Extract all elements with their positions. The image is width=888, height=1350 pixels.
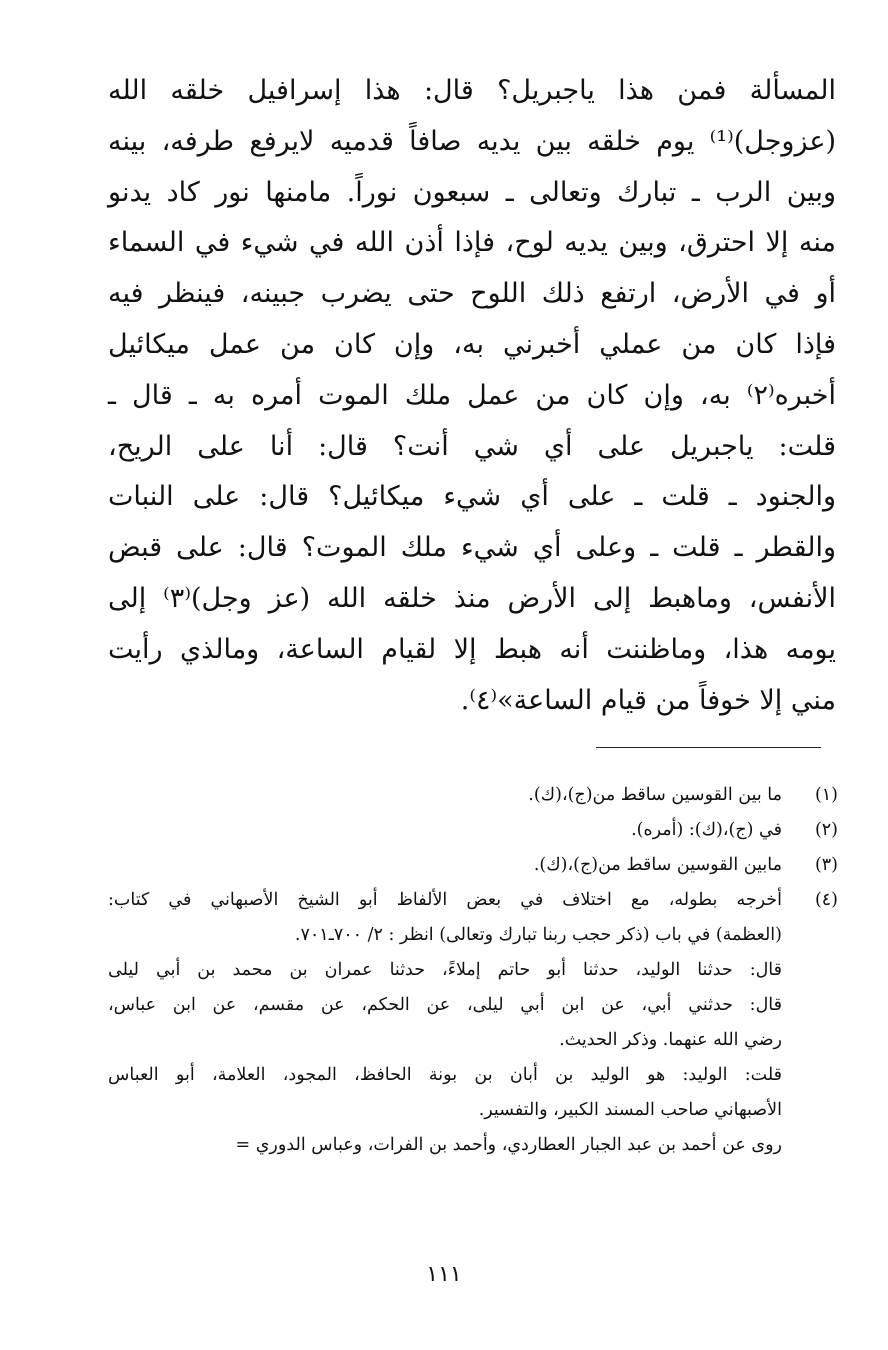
- footnote-separator-rule: [596, 747, 821, 748]
- footnote-number: (٤): [814, 890, 838, 910]
- main-text-line: أو في الأرض، ارتفع ذلك اللوح حتى يضرب جبينه، فينظر فيه: [108, 278, 836, 310]
- main-text-line: أخبره⁽٢⁾ به، وإن كان من عمل ملك الموت أمره به ـ قال ـ: [108, 379, 836, 411]
- footnote-number: (٢): [814, 820, 838, 840]
- footnote-line: ما بين القوسين ساقط من(ج)،(ك).: [528, 785, 782, 805]
- footnote-line: قلت: الوليد: هو الوليد بن أبان بن بونة الحافظ، المجود، العلامة، أبو العباس: [108, 1065, 782, 1085]
- footnote-line: أخرجه بطوله، مع اختلاف في بعض الألفاظ أبو الشيخ الأصبهاني في كتاب:: [108, 890, 782, 910]
- main-text-line: وبين الرب ـ تبارك وتعالى ـ سبعون نوراً. مامنها نور كاد يدنو: [108, 176, 836, 208]
- footnote: [108, 813, 838, 848]
- main-text-line: يومه هذا، وماظننت أنه هبط إلا لقيام الساعة، ومالذي رأيت: [108, 633, 836, 665]
- main-text-block: [108, 66, 836, 726]
- main-text-line: فإذا كان من عملي أخبرني به، وإن كان من عمل ميكائيل: [108, 328, 836, 360]
- main-text-line: قلت: ياجبريل على أي شي أنت؟ قال: أنا على الريح،: [108, 430, 836, 462]
- footnote-line: رضي الله عنهما. وذكر الحديث.: [559, 1030, 782, 1050]
- footnote-line: مابين القوسين ساقط من(ج)،(ك).: [533, 855, 782, 875]
- footnote: [108, 778, 838, 813]
- footnote-number: (٣): [814, 855, 838, 875]
- main-text-line: المسألة فمن هذا ياجبريل؟ قال: هذا إسرافيل خلقه الله: [108, 75, 836, 106]
- footnote: [108, 883, 838, 1163]
- footnote-line: (العظمة) في باب (ذكر حجب ربنا تبارك وتعالى) انظر : ٢/ ٧٠٠ـ٧٠١.: [294, 925, 782, 945]
- footnote-line: الأصبهاني صاحب المسند الكبير، والتفسير.: [478, 1100, 782, 1120]
- main-text-line: منه إلا احترق، وبين يديه لوح، فإذا أذن الله في شيء في السماء: [108, 227, 836, 259]
- footnote-line: في (ج)،(ك): (أمره).: [631, 820, 782, 840]
- footnote-line: قال: حدثني أبي، عن ابن أبي ليلى، عن الحكم، عن مقسم، عن ابن عباس،: [108, 995, 782, 1015]
- footnotes-block: [108, 778, 838, 1163]
- main-text-line: (عزوجل)⁽¹⁾ يوم خلقه بين يديه صافاً قدميه لايرفع طرفه، بينه: [108, 125, 836, 157]
- footnote-number: (١): [814, 785, 838, 805]
- main-text-line: مني إلا خوفاً من قيام الساعة»⁽٤⁾.: [460, 684, 836, 716]
- main-text-line: والجنود ـ قلت ـ على أي شيء ميكائيل؟ قال: على النبات: [108, 481, 836, 513]
- footnote-line: روى عن أحمد بن عبد الجبار العطاردي، وأحمد بن الفرات، وعباس الدوري =: [235, 1135, 782, 1155]
- main-text-line: والقطر ـ قلت ـ وعلى أي شيء ملك الموت؟ قال: على قبض: [108, 532, 836, 564]
- footnote: [108, 848, 838, 883]
- main-text-line: الأنفس، وماهبط إلى الأرض منذ خلقه الله (عز وجل)⁽٣⁾ إلى: [108, 582, 837, 614]
- footnote-line: قال: حدثنا الوليد، حدثنا أبو حاتم إملاءً، حدثنا عمران بن محمد بن أبي ليلى: [108, 960, 782, 980]
- page-number: ١١١: [426, 1262, 462, 1287]
